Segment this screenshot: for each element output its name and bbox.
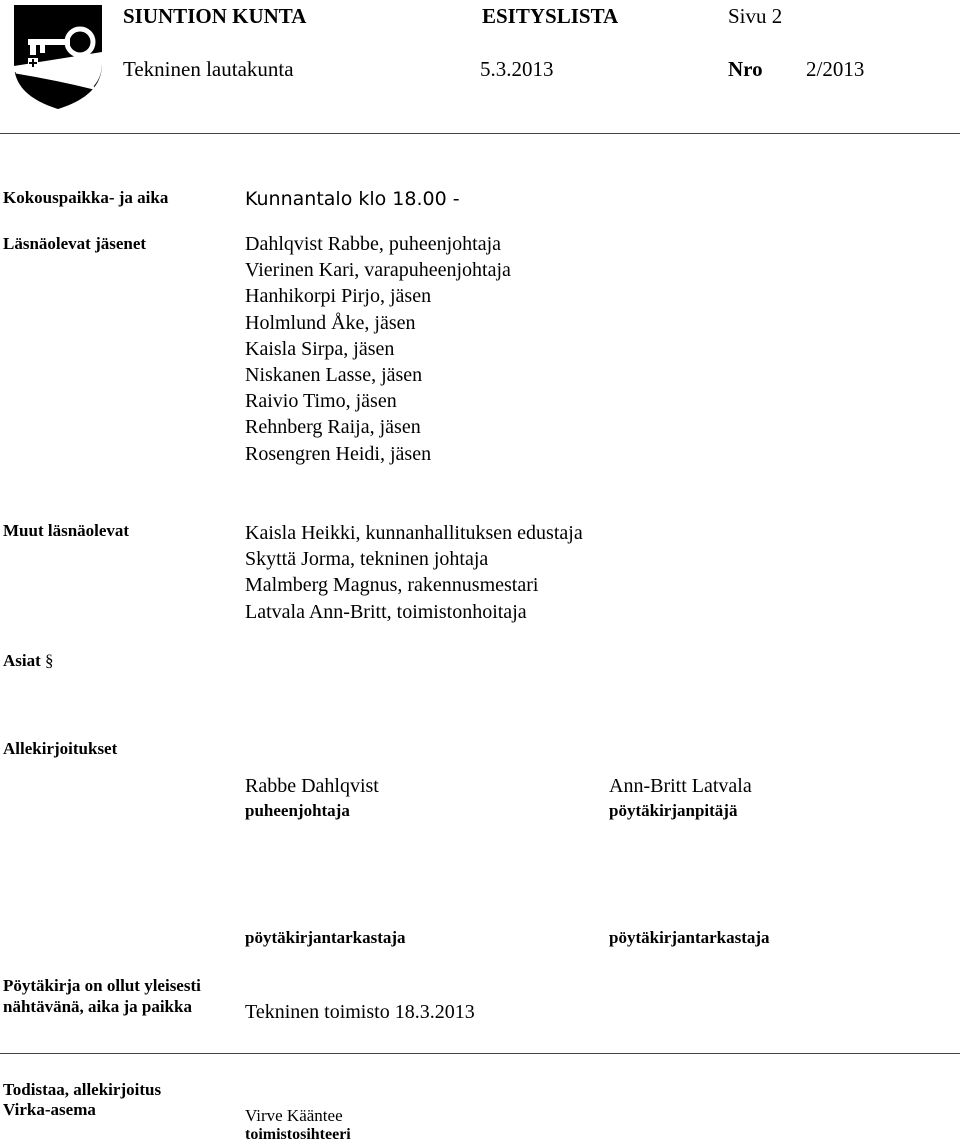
items-label [3,651,54,671]
attest-label-line2: Virka-asema [3,1100,96,1119]
document-type: ESITYSLISTA [482,4,619,28]
other-attendee-item: Latvala Ann-Britt, toimistonhoitaja [245,600,527,623]
other-attendee-item: Kaisla Heikki, kunnanhallituksen edustaja [245,522,583,544]
attest-name: Virve Kääntee [245,1106,343,1125]
committee-name: Tekninen lautakunta [123,57,294,81]
members-list [245,231,511,467]
member-item: Hanhikorpi Pirjo, jäsen [245,285,432,308]
member-item: Niskanen Lasse, jäsen [245,364,423,387]
attest-label-line1: Todistaa, allekirjoitus [3,1080,162,1099]
page-number: Sivu 2 [728,4,783,28]
member-item: Dahlqvist Rabbe, puheenjohtaja [245,233,502,255]
coat-of-arms-logo [10,2,106,112]
others-label: Muut läsnäolevat [3,521,130,540]
member-item: Raivio Timo, jäsen [245,390,397,413]
place-value: Kunnantalo klo 18.00 - [245,188,460,210]
other-attendee-item: Skyttä Jorma, tekninen johtaja [245,548,489,571]
meeting-date: 5.3.2013 [480,57,554,81]
footer-divider [0,1053,960,1054]
number-label: Nro [728,57,763,81]
chair-title: puheenjohtaja [245,801,350,820]
signatures-label: Allekirjoitukset [3,739,118,758]
other-attendee-item: Malmberg Magnus, rakennusmestari [245,574,539,597]
inspector-left-title: pöytäkirjantarkastaja [245,928,406,947]
number-value: 2/2013 [806,57,865,81]
attest-title: toimistosihteeri [245,1126,351,1143]
member-item: Kaisla Sirpa, jäsen [245,337,395,360]
member-item: Rosengren Heidi, jäsen [245,442,432,465]
display-value: Tekninen toimisto 18.3.2013 [245,1001,475,1023]
section-symbol: § [45,651,54,670]
display-label-line2: nähtävänä, aika ja paikka [3,997,192,1016]
place-label: Kokouspaikka- ja aika [3,188,169,207]
items-label-text: Asiat [3,651,41,670]
header-divider [0,133,960,134]
display-label-line1: Pöytäkirja on ollut yleisesti [3,976,201,995]
inspector-right-title: pöytäkirjantarkastaja [609,928,770,947]
members-label: Läsnäolevat jäsenet [3,234,147,253]
member-item: Rehnberg Raija, jäsen [245,416,421,439]
secretary-title: pöytäkirjanpitäjä [609,801,738,820]
secretary-name: Ann-Britt Latvala [609,775,752,797]
others-list [245,520,583,625]
member-item: Vierinen Kari, varapuheenjohtaja [245,259,511,282]
chair-name: Rabbe Dahlqvist [245,775,379,797]
municipality-name: SIUNTION KUNTA [123,4,307,28]
member-item: Holmlund Åke, jäsen [245,311,416,334]
